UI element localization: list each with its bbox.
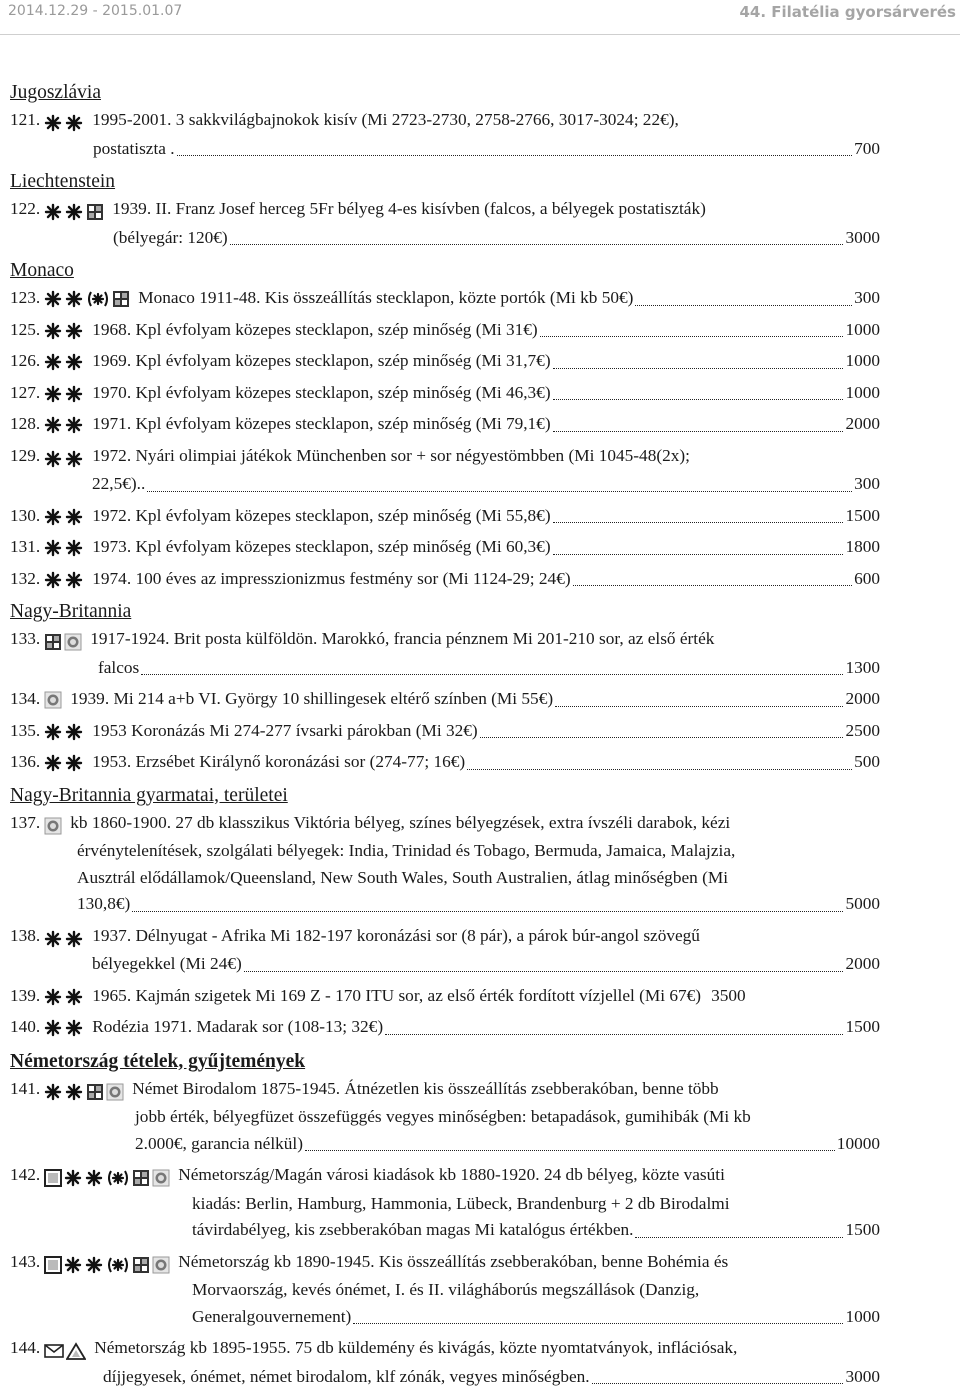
dot-leader <box>635 305 852 306</box>
lot-text-line <box>10 838 880 865</box>
lot-condition-icons <box>44 534 86 561</box>
unused-icon <box>44 1169 62 1187</box>
lot-condition-icons <box>44 503 86 530</box>
unused-icon <box>44 1256 62 1274</box>
mint-never-hinged-icon <box>44 754 84 772</box>
lot-price: 5000 <box>845 894 880 913</box>
lot-price-line <box>10 718 880 745</box>
lot-condition-icons <box>44 380 86 407</box>
lot-condition-icons <box>44 411 86 438</box>
lot-price: 300 <box>854 288 880 307</box>
mint-never-hinged-icon <box>44 723 84 741</box>
lot-description: 1953. Erzsébet Királynő koronázási sor (274-77; 16€) <box>92 752 466 771</box>
triangle-icon <box>66 1342 86 1360</box>
envelope-icon <box>44 1342 64 1360</box>
lot-description: 1995-2001. 3 sakkvilágbajnokok kisív (Mi 2723-2730, 2758-2766, 3017-3024; 22€), <box>92 110 679 129</box>
lot-number: 136. <box>10 752 41 771</box>
section-title: Németország tételek, gyűjtemények <box>10 1050 306 1072</box>
lot-number: 134. <box>10 689 41 708</box>
lot-price: 700 <box>854 138 880 158</box>
lot-item <box>10 285 880 312</box>
mint-never-hinged-icon <box>64 1256 104 1274</box>
section-title: Nagy-Britannia <box>10 601 132 622</box>
lot-text-line <box>10 865 880 892</box>
mint-never-hinged-icon <box>44 571 84 589</box>
lot-price: 1000 <box>845 1306 880 1326</box>
lot-description: postatiszta . <box>93 138 175 158</box>
lot-description: Németország/Magán városi kiadások kb 1880-1920. 24 db bélyeg, közte vasúti <box>178 1165 725 1184</box>
lot-condition-icons <box>44 285 132 312</box>
lot-number: 129. <box>10 445 41 465</box>
mint-hinged-icon <box>86 290 110 308</box>
lot-description: érvénytelenítések, szolgálati bélyegek: India, Trinidad és Tobago, Bermuda, Jamaica, Malajzia, <box>77 841 736 860</box>
lot-price-line <box>10 1014 880 1041</box>
lot-price-line <box>10 285 880 312</box>
lot-description: távirdabélyeg, kis zsebberakóban magas Mi katalógus értékben. <box>192 1220 634 1239</box>
lot-text-line <box>10 196 880 225</box>
lot-item <box>10 196 880 251</box>
lot-description: 1953 Koronázás Mi 274-277 ívsarki párokban (Mi 32€) <box>92 720 478 740</box>
lot-price: 1800 <box>845 537 880 556</box>
lot-item <box>10 749 880 776</box>
lot-description: Morvaország, kevés ónémet, I. és II. világháborús megszállások (Danzig, <box>192 1280 700 1299</box>
mint-hinged-icon <box>106 1169 130 1187</box>
cancelled-icon <box>44 691 62 709</box>
lot-description: 1939. II. Franz Josef herceg 5Fr bélyeg 4-es kisívben (falcos, a bélyegek postatiszták) <box>112 199 706 218</box>
lot-condition-icons <box>44 198 106 225</box>
lot-number: 130. <box>10 505 41 525</box>
lot-price-line <box>10 503 880 530</box>
lot-price-line <box>10 1304 880 1331</box>
lot-description: (bélyegár: 120€) <box>113 227 228 247</box>
lot-description: 2.000€, garancia nélkül) <box>135 1133 303 1153</box>
lot-price: 1000 <box>845 319 880 339</box>
lot-description: jobb érték, bélyegfüzet összefüggés vegyes minőségben: betapadások, gumihibák (Mi kb <box>135 1107 751 1126</box>
dot-leader <box>540 336 844 337</box>
dot-leader <box>305 1150 835 1151</box>
mint-never-hinged-icon <box>44 508 84 526</box>
lot-text-line <box>10 1249 880 1278</box>
lot-condition-icons <box>44 686 64 713</box>
mint-never-hinged-icon <box>44 1083 84 1101</box>
lot-price-line <box>10 983 880 1010</box>
lot-condition-icons <box>44 317 86 344</box>
dot-leader <box>553 522 844 523</box>
lot-text-line <box>10 1277 880 1304</box>
lot-number: 137. <box>10 812 41 832</box>
lot-number: 125. <box>10 319 41 339</box>
lot-price: 10000 <box>836 1133 880 1153</box>
lot-text-line <box>10 626 880 655</box>
block-icon <box>86 1083 104 1101</box>
lot-description: 1969. Kpl évfolyam közepes stecklapon, szép minőség (Mi 31,7€) <box>92 351 551 370</box>
lot-number: 121. <box>10 110 41 129</box>
lot-condition-icons <box>44 812 64 839</box>
header-date-range: 2014.12.29 - 2015.01.07 <box>8 3 183 19</box>
lot-item <box>10 686 880 713</box>
lot-text-line <box>10 810 880 839</box>
lot-description: 1968. Kpl évfolyam közepes stecklapon, szép minőség (Mi 31€) <box>92 319 538 339</box>
mint-never-hinged-icon <box>44 416 84 434</box>
dot-leader <box>467 769 852 770</box>
lot-text-line <box>10 1191 880 1218</box>
lot-price: 2000 <box>845 689 880 708</box>
lot-item <box>10 1162 880 1244</box>
mint-never-hinged-icon <box>44 290 84 308</box>
block-icon <box>112 290 130 308</box>
lot-price: 1500 <box>845 1017 880 1036</box>
lot-description: 1973. Kpl évfolyam közepes stecklapon, szép minőség (Mi 60,3€) <box>92 537 551 556</box>
lot-price-line <box>10 749 880 776</box>
dot-leader <box>553 368 844 369</box>
lot-description: 1937. Délnyugat - Afrika Mi 182-197 koronázási sor (8 pár), a párok búr-angol szövegű <box>92 925 700 945</box>
dot-leader <box>592 1383 844 1384</box>
header-divider <box>0 34 960 35</box>
dot-leader <box>244 971 844 972</box>
lot-price: 2000 <box>845 954 880 973</box>
lot-text-line <box>10 107 880 136</box>
lot-price-line <box>10 317 880 344</box>
lot-item <box>10 411 880 438</box>
lot-description: 1974. 100 éves az impresszionizmus festmény sor (Mi 1124-29; 24€) <box>92 568 571 588</box>
lot-price: 1300 <box>845 657 880 677</box>
mint-never-hinged-icon <box>44 1019 84 1037</box>
dot-leader <box>553 431 844 432</box>
dot-leader <box>635 1237 843 1238</box>
lot-price: 1000 <box>845 382 880 402</box>
lot-description: Generalgouvernement) <box>192 1306 352 1326</box>
section-title: Jugoszlávia <box>10 82 101 103</box>
lot-price: 2000 <box>845 414 880 433</box>
lot-price-line <box>10 951 880 978</box>
lot-price: 1000 <box>845 351 880 370</box>
lot-price: 600 <box>854 568 880 588</box>
lot-price: 1500 <box>845 505 880 525</box>
lot-item <box>10 1014 880 1041</box>
lot-price: 300 <box>854 474 880 493</box>
lot-number: 128. <box>10 414 41 433</box>
lot-price-line <box>10 1364 880 1391</box>
lot-price-line <box>10 655 880 682</box>
lot-price-line <box>10 348 880 375</box>
lot-description: Ausztrál elődállamok/Queensland, New South Wales, South Australien, átlag minőségben (Mi <box>77 867 729 887</box>
lot-description: falcos <box>98 657 140 677</box>
lot-item <box>10 348 880 375</box>
lot-number: 142. <box>10 1165 41 1184</box>
lot-description: Németország kb 1890-1945. Kis összeállítás zsebberakóban, benne Bohémia és <box>178 1251 729 1271</box>
cancelled-icon <box>152 1256 170 1274</box>
lot-description: 1971. Kpl évfolyam közepes stecklapon, szép minőség (Mi 79,1€) <box>92 414 551 433</box>
lot-number: 122. <box>10 199 41 218</box>
dot-leader <box>141 674 843 675</box>
lot-item <box>10 983 880 1010</box>
lot-item <box>10 534 880 561</box>
lot-condition-icons <box>44 348 86 375</box>
lot-condition-icons <box>44 1337 88 1364</box>
dot-leader <box>147 491 852 492</box>
lot-item <box>10 107 880 162</box>
lot-description: 1917-1924. Brit posta külföldön. Marokkó, francia pénznem Mi 201-210 sor, az első érték <box>90 629 715 648</box>
lot-item <box>10 317 880 344</box>
lot-price-line <box>10 686 880 713</box>
dot-leader <box>353 1323 843 1324</box>
lot-description: 130,8€) <box>77 894 131 913</box>
dot-leader <box>132 911 843 912</box>
dot-leader <box>553 554 844 555</box>
lot-number: 139. <box>10 985 41 1005</box>
lot-text-line <box>10 1076 880 1105</box>
lot-condition-icons <box>44 718 86 745</box>
cancelled-icon <box>106 1083 124 1101</box>
lot-price-line <box>10 471 880 498</box>
lot-condition-icons <box>44 628 84 655</box>
lot-number: 131. <box>10 537 41 556</box>
lot-text-line <box>10 1335 880 1364</box>
lot-description: díjjegyesek, ónémet, német birodalom, klf zónák, vegyes minőségben. <box>103 1366 590 1386</box>
lot-description: Németország kb 1895-1955. 75 db küldemény és kivágás, közte nyomtatványok, inflációsak, <box>94 1338 738 1357</box>
lot-condition-icons <box>44 1251 172 1278</box>
lot-description: 1972. Nyári olimpiai játékok Münchenben sor + sor négyestömbben (Mi 1045-48(2x); <box>92 445 690 465</box>
auction-listing <box>0 78 960 1395</box>
lot-condition-icons <box>44 983 86 1010</box>
lot-price-line <box>10 225 880 252</box>
dot-leader <box>480 737 844 738</box>
dot-leader <box>230 244 844 245</box>
lot-condition-icons <box>44 109 86 136</box>
lot-price: 3000 <box>845 1366 880 1386</box>
lot-number: 133. <box>10 629 41 648</box>
lot-price-line <box>10 380 880 407</box>
lot-price: 500 <box>854 752 880 771</box>
mint-never-hinged-icon <box>44 539 84 557</box>
lot-price: 3500 <box>711 985 746 1005</box>
lot-price-line <box>10 1217 880 1244</box>
lot-description: Monaco 1911-48. Kis összeállítás stecklapon, közte portók (Mi kb 50€) <box>138 288 634 307</box>
lot-price: 2500 <box>845 720 880 740</box>
block-icon <box>44 633 62 651</box>
mint-never-hinged-icon <box>44 203 84 221</box>
lot-price-line <box>10 891 880 918</box>
dot-leader <box>555 706 843 707</box>
lot-item <box>10 810 880 918</box>
mint-never-hinged-icon <box>44 385 84 403</box>
lot-description: 1939. Mi 214 a+b VI. György 10 shillingesek eltérő színben (Mi 55€) <box>70 689 554 708</box>
block-icon <box>132 1169 150 1187</box>
dot-leader <box>573 585 852 586</box>
mint-never-hinged-icon <box>44 450 84 468</box>
lot-number: 123. <box>10 288 41 307</box>
cancelled-icon <box>152 1169 170 1187</box>
lot-price-line <box>10 566 880 593</box>
lot-text-line <box>10 443 880 472</box>
section-title: Monaco <box>10 260 74 281</box>
cancelled-icon <box>44 817 62 835</box>
mint-never-hinged-icon <box>64 1169 104 1187</box>
block-icon <box>86 203 104 221</box>
lot-description: Német Birodalom 1875-1945. Átnézetlen kis összeállítás zsebberakóban, benne több <box>132 1078 719 1098</box>
mint-never-hinged-icon <box>44 988 84 1006</box>
section-title: Nagy-Britannia gyarmatai, területei <box>10 784 288 806</box>
mint-hinged-icon <box>106 1256 130 1274</box>
lot-number: 135. <box>10 720 41 740</box>
lot-number: 140. <box>10 1017 41 1036</box>
lot-text-line <box>10 1162 880 1191</box>
lot-item <box>10 1249 880 1331</box>
lot-price: 1500 <box>845 1220 880 1239</box>
lot-description: 22,5€).. <box>92 474 146 493</box>
block-icon <box>132 1256 150 1274</box>
lot-condition-icons <box>44 1014 86 1041</box>
mint-never-hinged-icon <box>44 322 84 340</box>
cancelled-icon <box>64 633 82 651</box>
lot-item <box>10 923 880 978</box>
lot-item <box>10 718 880 745</box>
header-title: 44. Filatélia gyorsárverés <box>739 3 956 21</box>
lot-description: 1965. Kajmán szigetek Mi 169 Z - 170 ITU sor, az első érték fordított vízjellel (Mi 67€) <box>92 985 702 1005</box>
lot-condition-icons <box>44 1078 126 1105</box>
lot-item <box>10 503 880 530</box>
lot-description: Rodézia 1971. Madarak sor (108-13; 32€) <box>92 1017 384 1036</box>
lot-number: 126. <box>10 351 41 370</box>
lot-condition-icons <box>44 749 86 776</box>
lot-item <box>10 1076 880 1158</box>
lot-price-line <box>10 534 880 561</box>
lot-condition-icons <box>44 566 86 593</box>
lot-number: 132. <box>10 568 41 588</box>
mint-never-hinged-icon <box>44 114 84 132</box>
mint-never-hinged-icon <box>44 353 84 371</box>
lot-number: 144. <box>10 1338 41 1357</box>
lot-condition-icons <box>44 1164 172 1191</box>
dot-leader <box>177 155 852 156</box>
lot-number: 138. <box>10 925 41 945</box>
lot-price-line <box>10 411 880 438</box>
lot-price: 3000 <box>845 227 880 247</box>
lot-text-line <box>10 1104 880 1131</box>
lot-description: kb 1860-1900. 27 db klasszikus Viktória bélyeg, színes bélyegzések, extra ívszéli darabok, kézi <box>70 812 731 832</box>
lot-condition-icons <box>44 925 86 952</box>
lot-item <box>10 626 880 681</box>
lot-text-line <box>10 923 880 952</box>
lot-price-line <box>10 1131 880 1158</box>
lot-description: bélyegekkel (Mi 24€) <box>92 954 242 973</box>
lot-condition-icons <box>44 445 86 472</box>
lot-item <box>10 1335 880 1390</box>
lot-number: 143. <box>10 1251 41 1271</box>
lot-price-line <box>10 136 880 163</box>
dot-leader <box>385 1034 843 1035</box>
lot-description: 1970. Kpl évfolyam közepes stecklapon, szép minőség (Mi 46,3€) <box>92 382 551 402</box>
dot-leader <box>553 399 844 400</box>
lot-description: 1972. Kpl évfolyam közepes stecklapon, szép minőség (Mi 55,8€) <box>92 505 551 525</box>
lot-description: kiadás: Berlin, Hamburg, Hammonia, Lübeck, Brandenburg + 2 db Birodalmi <box>192 1193 730 1213</box>
lot-item <box>10 443 880 498</box>
section-title: Liechtenstein <box>10 171 116 192</box>
lot-number: 141. <box>10 1078 41 1098</box>
lot-item <box>10 380 880 407</box>
lot-item <box>10 566 880 593</box>
mint-never-hinged-icon <box>44 930 84 948</box>
lot-number: 127. <box>10 382 41 402</box>
